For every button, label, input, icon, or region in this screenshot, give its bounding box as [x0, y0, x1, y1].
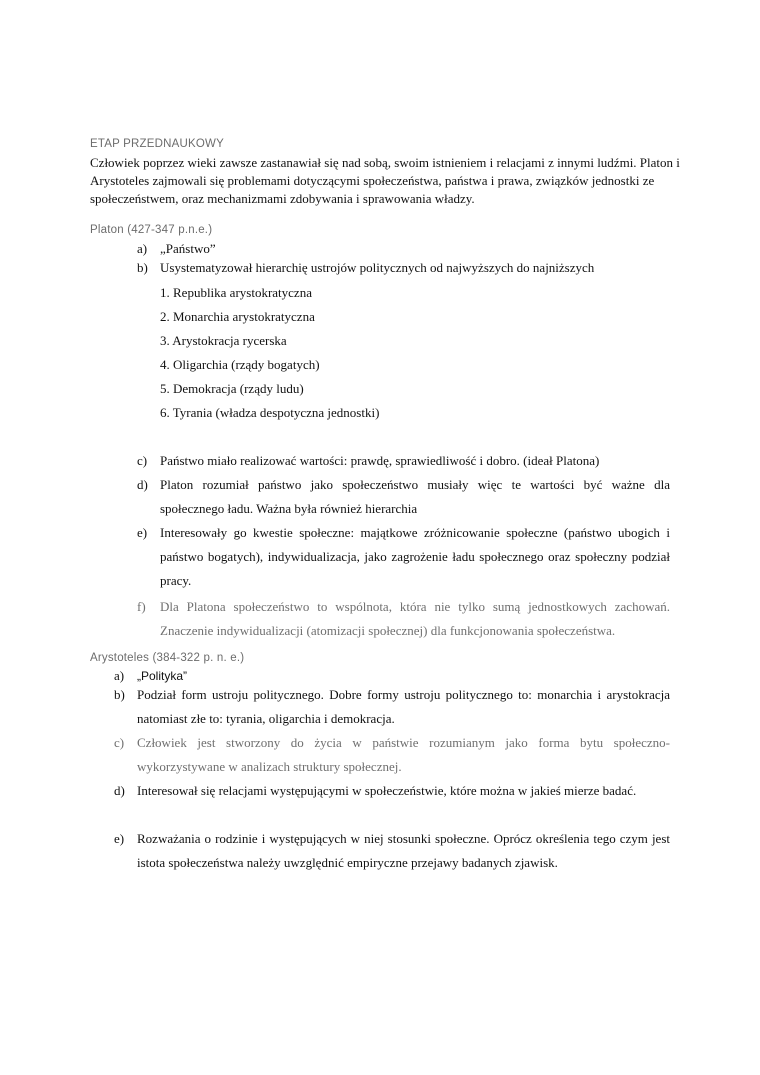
list-item-text: Dla Platona społeczeństwo to wspólnota, która nie tylko sumą jednostkowych zachowań. Znaczenie indywidualizacji (atomizacji społecznej) dla funkcjonowania społeczeństwa. — [160, 599, 670, 638]
list-marker: f) — [137, 599, 146, 614]
regime-item: 5. Demokracja (rządy ludu) — [160, 381, 304, 396]
list-item-text: Interesował się relacjami występującymi w społeczeństwie, które można w jakieś mierze badać. — [137, 783, 637, 798]
list-marker: b) — [114, 687, 125, 702]
regime-item: 3. Arystokracja rycerska — [160, 333, 287, 348]
section-heading-platon: Platon (427-347 p.n.e.) — [90, 224, 213, 236]
list-item-text: Platon rozumiał państwo jako społeczeństwo musiały więc te wartości być ważne dla społecznego ładu. Ważna była również hierarchia — [160, 477, 670, 516]
list-marker: c) — [137, 453, 148, 468]
list-marker: d) — [114, 783, 125, 798]
regime-item: 4. Oligarchia (rządy bogatych) — [160, 357, 320, 372]
section-heading-stage: ETAP PRZEDNAUKOWY — [90, 138, 224, 150]
list-item-text: Usystematyzował hierarchię ustrojów politycznych od najwyższych do najniższych — [160, 260, 595, 275]
regime-item: 1. Republika arystokratyczna — [160, 285, 312, 300]
list-item-text: Podział form ustroju politycznego. Dobre formy ustroju politycznego to: monarchia i arystokracja natomiast złe to: tyrania, oligarchia i demokracja. — [137, 687, 670, 726]
list-marker: c) — [114, 735, 125, 750]
list-item-text: „Polityka” — [137, 669, 188, 683]
list-marker: a) — [137, 241, 148, 256]
list-item-text: „Państwo” — [160, 241, 216, 256]
list-marker: e) — [114, 831, 125, 846]
regime-item: 2. Monarchia arystokratyczna — [160, 309, 315, 324]
regime-item: 6. Tyrania (władza despotyczna jednostki) — [160, 405, 380, 420]
list-marker: e) — [137, 525, 148, 540]
list-item-text: Rozważania o rodzinie i występujących w niej stosunki społeczne. Oprócz określenia tego czym jest istota społeczeństwa należy uwzględnić empiryczne przejawy badanych zjawisk. — [137, 831, 670, 870]
list-item-text: Człowiek jest stworzony do życia w państwie rozumianym jako forma bytu społeczno-wykorzystywane w analizach struktury społecznej. — [137, 735, 670, 774]
list-item-text: Państwo miało realizować wartości: prawdę, sprawiedliwość i dobro. (ideał Platona) — [160, 453, 600, 468]
list-marker: b) — [137, 260, 148, 275]
list-marker: a) — [114, 668, 125, 683]
list-marker: d) — [137, 477, 148, 492]
intro-paragraph: Człowiek poprzez wieki zawsze zastanawiał się nad sobą, swoim istnieniem i relacjami z innymi ludźmi. Platon i Arystoteles zajmowali się problemami dotyczącymi społeczeństwa, państwa i prawa, związków jednostki ze społeczeństwem, oraz mechanizmami zdobywania i sprawowania władzy. — [90, 155, 680, 206]
list-item-text: Interesowały go kwestie społeczne: majątkowe zróżnicowanie społeczne (państwo ubogich i państwo bogatych), indywidualizacja, jako zagrożenie ładu społecznego oraz społeczny podział pracy. — [160, 525, 670, 588]
section-heading-arystoteles: Arystoteles (384-322 p. n. e.) — [90, 652, 245, 664]
